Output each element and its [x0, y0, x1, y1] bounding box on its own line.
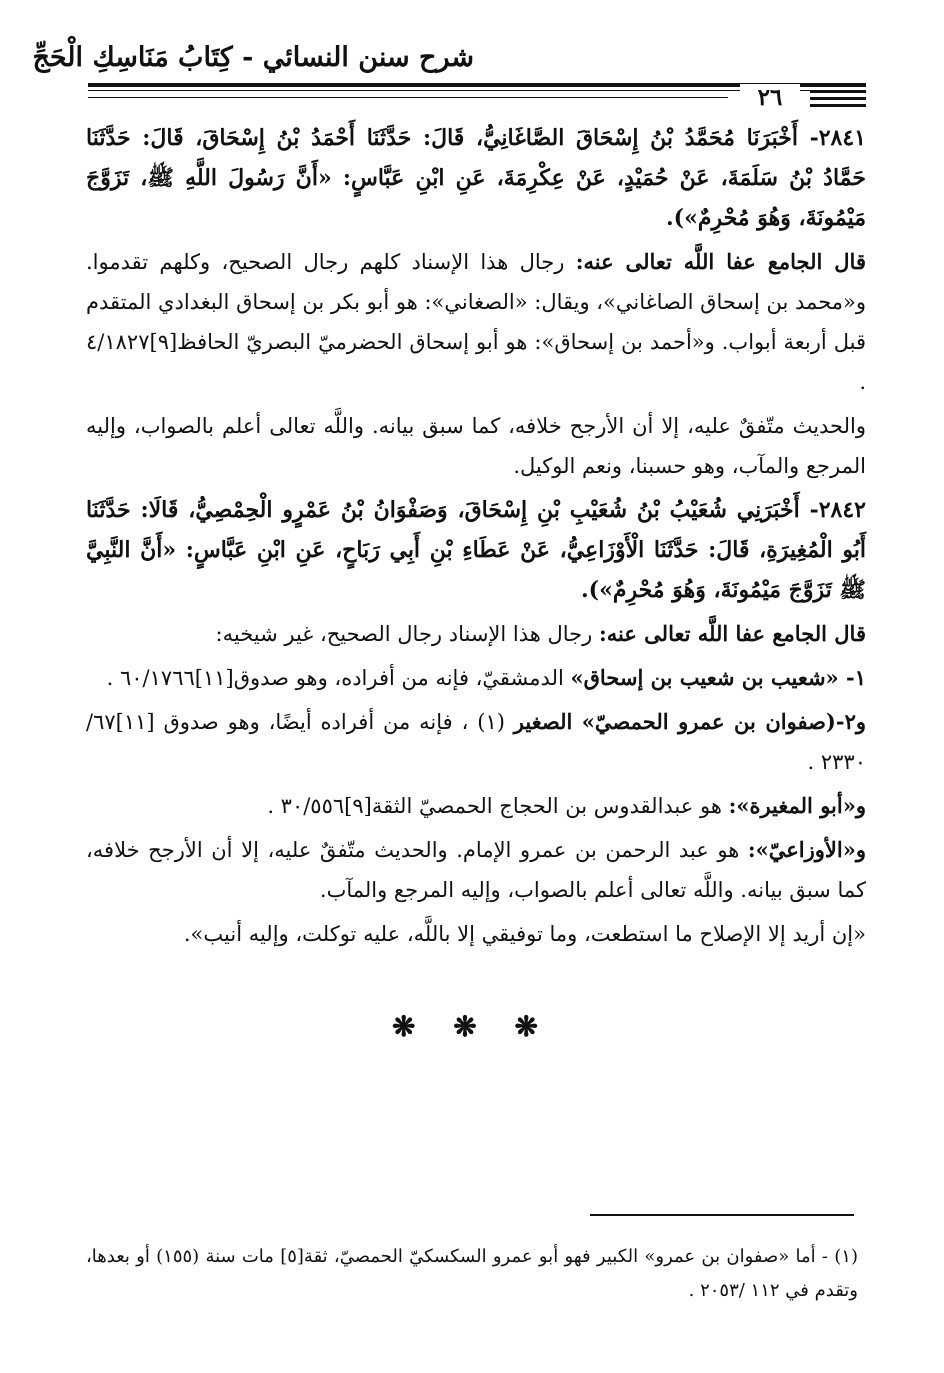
- narrator-note: [86, 658, 866, 698]
- narrator-note: [86, 702, 866, 782]
- page-number: ٢٦: [740, 84, 800, 111]
- page-number-rule: [810, 97, 866, 100]
- main-text: [86, 118, 866, 958]
- plain-paragraph: والحديث متّفقٌ عليه، إلا أن الأرجح خلافه، كما سبق بيانه. واللَّه تعالى أعلم بالصواب، وإليه المرجع والمآب، وهو حسبنا، ونعم الوكيل.: [86, 414, 866, 478]
- narrator-note: [86, 786, 866, 826]
- header-rule-under: [88, 97, 728, 98]
- commentary-paragraph: [86, 242, 866, 402]
- section-separator: ❋ ❋ ❋: [392, 1010, 552, 1043]
- hadith-2841: ٢٨٤١- أَخْبَرَنَا مُحَمَّدُ بْنُ إِسْحَاقَ الصَّاغَانِيُّ، قَالَ: حَدَّثَنَا أَحْمَدُ بْنُ إِسْحَاقَ، قَالَ: حَدَّثَنَا حَمَّادُ بْنُ سَلَمَةَ، عَنْ حُمَيْدٍ، عَنْ عِكْرِمَةَ، عَنِ ابْنِ عَبَّاسٍ: «أَنَّ رَسُولَ اللَّهِ ﷺ، تَزَوَّجَ مَيْمُونَةَ، وَهُوَ مُحْرِمٌ»).: [86, 125, 866, 231]
- narrator-name: و«الأوزاعيّ»:: [747, 837, 866, 862]
- narrator-text: هو عبدالقدوس بن الحجاج الحمصيّ الثقة[٩]٣٠/٥٥٦ .: [267, 794, 729, 818]
- narrator-name: ١- «شعيب بن شعيب بن إسحاق»: [570, 665, 866, 690]
- page-number-rule: [810, 104, 866, 107]
- narrator-text: هو عبد الرحمن بن عمرو الإمام. والحديث متّفقٌ عليه، إلا أن الأرجح خلافه، كما سبق بيانه. واللَّه تعالى أعلم بالصواب، وإليه المرجع والمآب.: [86, 838, 866, 902]
- footnote: (١) - أما «صفوان بن عمرو» الكبير فهو أبو عمرو السكسكيّ الحمصيّ، ثقة[٥] مات سنة (١٥٥) أو بعدها، وتقدم في ١١٢ /٢٠٥٣ .: [86, 1246, 858, 1301]
- running-header-title: شرح سنن النسائي - كِتَابُ مَنَاسِكِ الْحَجِّ: [32, 42, 474, 73]
- narrator-text: (١) ، فإنه من أفراده أيضًا، وهو صدوق [١١]٦٧/ ٢٣٣٠ .: [86, 710, 866, 774]
- commentary-label: قال الجامع عفا اللَّه تعالى عنه:: [598, 621, 866, 646]
- hadith-2842: ٢٨٤٢- أَخْبَرَنِي شُعَيْبُ بْنُ شُعَيْبِ بْنِ إِسْحَاقَ، وَصَفْوَانُ بْنُ عَمْرٍو الْحِمْصِيُّ، قَالَا: حَدَّثَنَا أَبُو الْمُغِيرَةِ، قَالَ: حَدَّثَنَا الْأَوْزَاعِيُّ، عَنْ عَطَاءِ بْنِ أَبِي رَبَاحٍ، عَنِ ابْنِ عَبَّاسٍ: «أَنَّ النَّبِيَّ ﷺ تَزَوَّجَ مَيْمُونَةَ، وَهُوَ مُحْرِمٌ»).: [86, 497, 866, 603]
- commentary-text: رجال هذا الإسناد رجال الصحيح، غير شيخيه:: [215, 622, 599, 646]
- page-number-rule: [810, 90, 866, 93]
- commentary-text: رجال هذا الإسناد كلهم رجال الصحيح، وكلهم تقدموا. و«محمد بن إسحاق الصاغاني»، ويقال: «الصغاني»: هو أبو بكر بن إسحاق البغدادي المتقدم قبل أربعة أبواب. و«أحمد بن إسحاق»: هو أبو إسحاق الحضرميّ البصريّ الحافظ[٩]٤/١٨٢٧ .: [86, 250, 866, 394]
- narrator-note: [86, 830, 866, 910]
- closing-paragraph: «إن أريد إلا الإصلاح ما استطعت، وما توفيقي إلا باللَّه، عليه توكلت، وإليه أنيب».: [183, 922, 866, 946]
- commentary-label: قال الجامع عفا اللَّه تعالى عنه:: [575, 249, 866, 274]
- narrator-name: و«أبو المغيرة»:: [728, 793, 866, 818]
- footnote-rule: [590, 1214, 854, 1216]
- narrator-name: و٢-(صفوان بن عمرو الحمصيّ» الصغير: [513, 709, 866, 734]
- narrator-text: الدمشقيّ، فإنه من أفراده، وهو صدوق[١١]٦٠/١٧٦٦ .: [106, 666, 571, 690]
- commentary-paragraph: [86, 614, 866, 654]
